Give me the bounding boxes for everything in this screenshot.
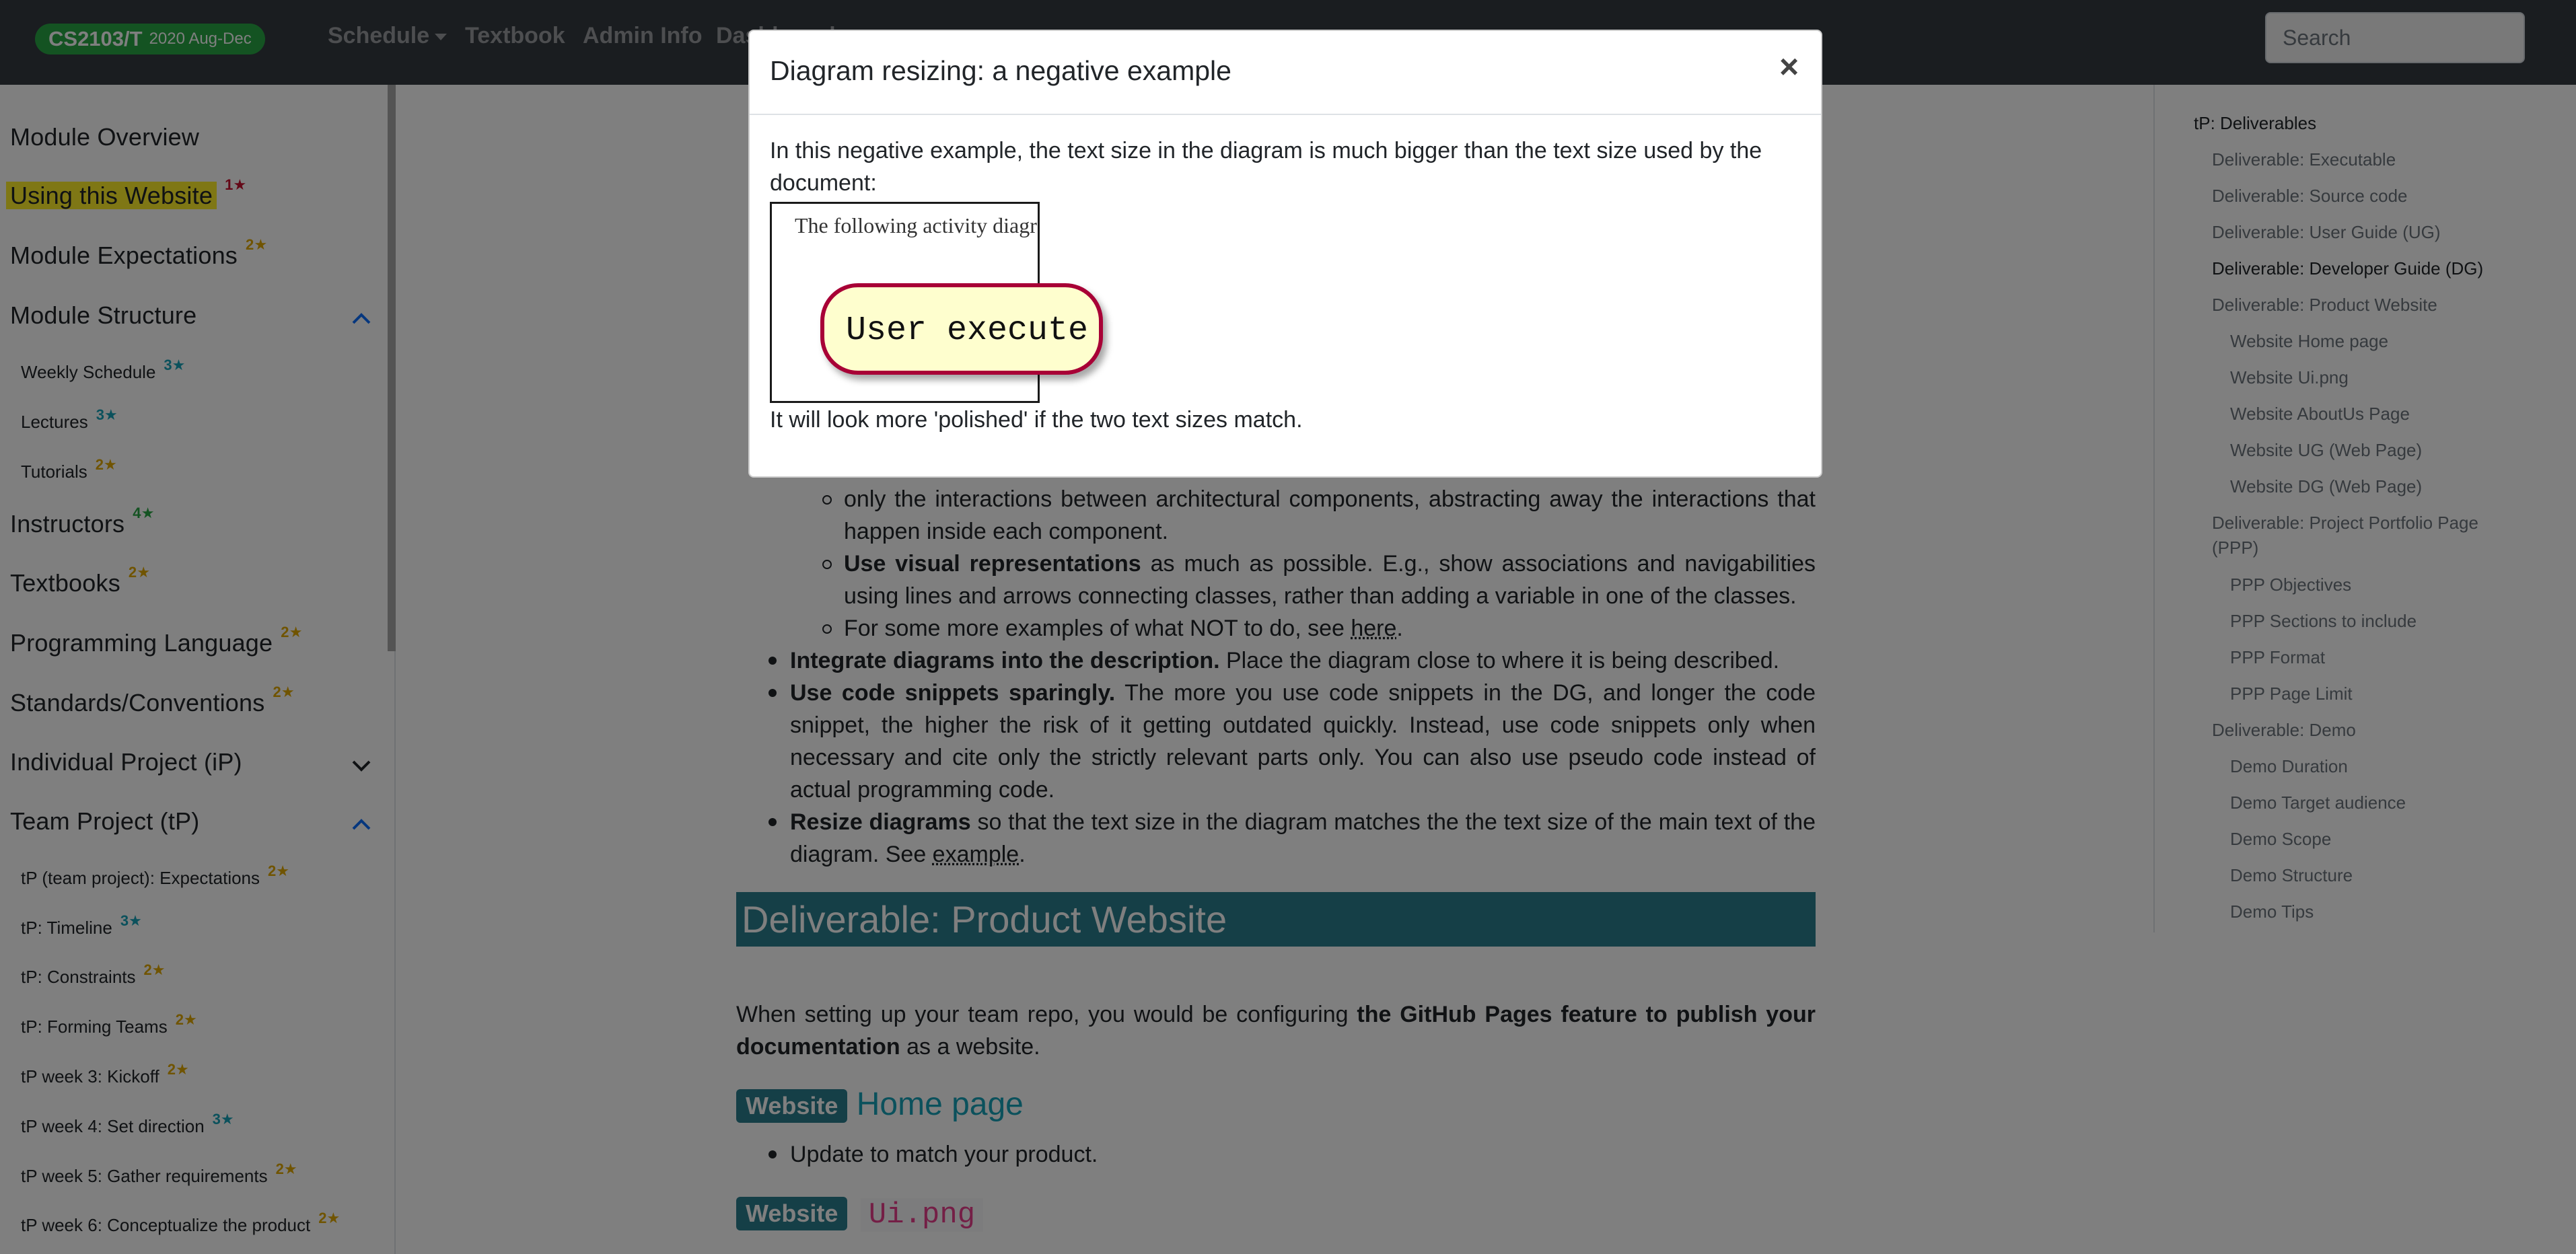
diagram-caption: The following activity diagr: [795, 213, 1037, 237]
modal-header: [750, 31, 1821, 115]
diagram-node-label: User execute: [846, 311, 1089, 350]
diagram-resizing-modal: [748, 30, 1822, 478]
negative-example-diagram: [770, 202, 1089, 403]
modal-title: Diagram resizing: a negative example: [770, 55, 1231, 86]
close-icon[interactable]: ×: [1779, 48, 1799, 85]
modal-intro-text: In this negative example, the text size in the diagram is much bigger than the text size used by the document:: [770, 138, 1762, 196]
modal-outro-text: It will look more 'polished' if the two text sizes match.: [770, 407, 1303, 433]
